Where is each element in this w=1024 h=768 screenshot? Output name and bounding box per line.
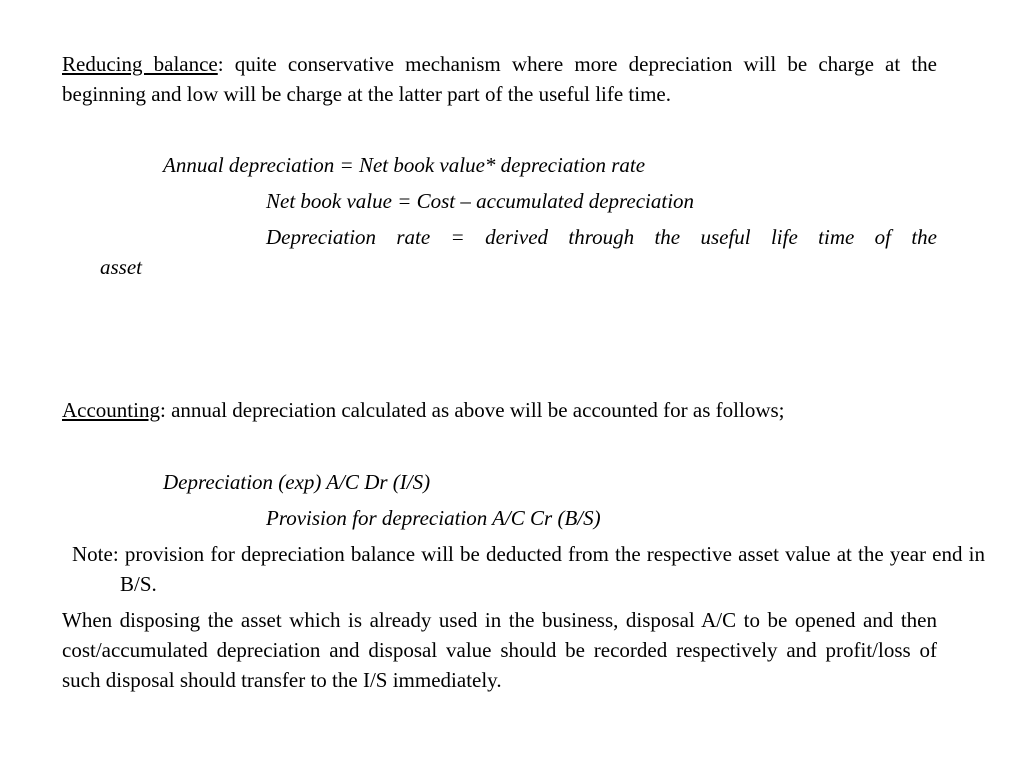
depreciation-rate-formula-tail: asset	[100, 255, 142, 279]
reducing-balance-term: Reducing balance	[62, 52, 218, 76]
reducing-balance-text: : quite conservative mechanism where more depreciation will be charge at the beginning and low will be charge at the latter part of the useful life time.	[62, 52, 937, 106]
reducing-balance-paragraph	[62, 49, 937, 109]
annual-depreciation-formula: Annual depreciation = Net book value* depreciation rate	[163, 153, 646, 177]
provision-for-depreciation-entry: Provision for depreciation A/C Cr (B/S)	[266, 506, 601, 530]
depreciation-expense-entry: Depreciation (exp) A/C Dr (I/S)	[163, 470, 431, 494]
note-paragraph: Note: provision for depreciation balance will be deducted from the respective asset value at the year end in B/S.	[72, 542, 985, 596]
accounting-paragraph	[62, 395, 937, 425]
accounting-term: Accounting	[62, 398, 160, 422]
depreciation-rate-formula: Depreciation rate = derived through the useful life time of the	[266, 225, 937, 249]
net-book-value-formula: Net book value = Cost – accumulated depreciation	[266, 189, 695, 213]
disposal-paragraph: When disposing the asset which is already used in the business, disposal A/C to be opened and then cost/accumulated depreciation and disposal value should be recorded respectively and profit/loss of such disposal should transfer to the I/S immediately.	[62, 608, 937, 692]
accounting-text: : annual depreciation calculated as above will be accounted for as follows;	[159, 398, 785, 422]
